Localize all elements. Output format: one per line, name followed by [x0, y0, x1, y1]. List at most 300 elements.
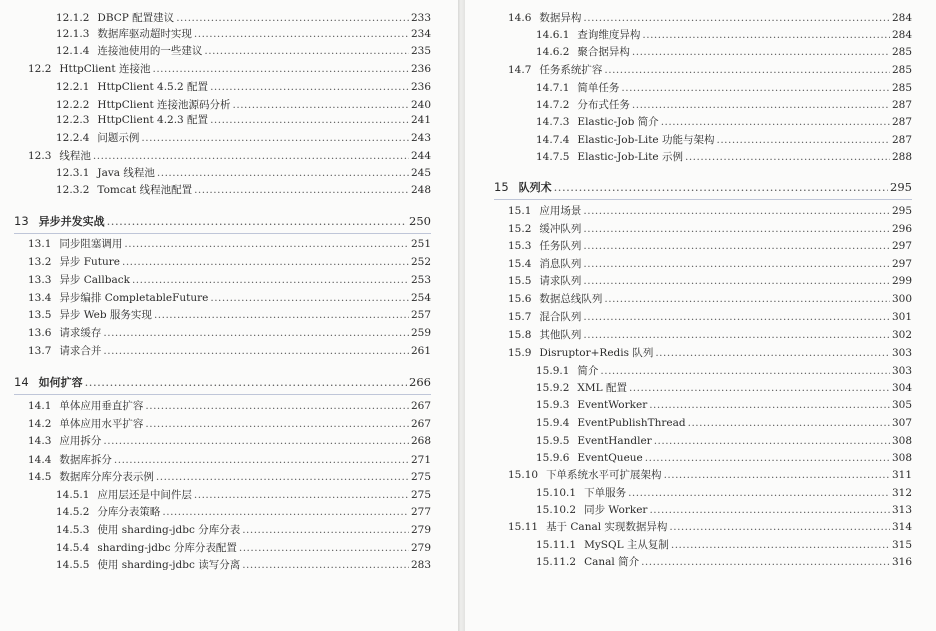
toc-title: 数据异构 [539, 12, 582, 24]
toc-title: 基于 Canal 实现数据异构 [546, 521, 668, 533]
toc-title: 单体应用垂直扩容 [59, 400, 144, 412]
dot-leader [124, 237, 409, 251]
toc-number: 12.3.2 [56, 184, 90, 196]
toc-title: 简单任务 [577, 82, 620, 94]
toc-page-number: 268 [410, 435, 431, 447]
toc-title: Elastic-Job-Lite 功能与架构 [577, 134, 715, 146]
toc-page-number: 287 [891, 134, 912, 146]
toc-page-number: 275 [410, 489, 431, 501]
toc-number: 13 [14, 214, 29, 228]
dot-leader [242, 523, 409, 537]
toc-chapter-13 [14, 214, 431, 229]
toc-entry-15-9-5 [536, 434, 912, 448]
toc-title: 请求合并 [59, 345, 102, 357]
dot-leader [632, 45, 890, 59]
toc-entry-15-10 [508, 468, 912, 482]
toc-number: 12.3.1 [56, 167, 90, 179]
toc-entry-14-5-2 [56, 505, 431, 519]
toc-number: 12.2.2 [56, 99, 90, 111]
toc-entry-15-3 [508, 239, 912, 253]
toc-title: 连接池使用的一些建议 [97, 45, 203, 57]
toc-title: 问题示例 [97, 132, 140, 144]
toc-title: Elastic-Job-Lite 示例 [577, 151, 683, 163]
dot-leader [114, 453, 409, 467]
dot-leader [685, 150, 890, 164]
toc-number: 14.7 [508, 64, 532, 76]
toc-page-number: 244 [410, 150, 431, 162]
toc-title: HttpClient 4.2.3 配置 [97, 114, 209, 126]
dot-leader [649, 398, 890, 412]
toc-page-number: 314 [891, 521, 912, 533]
toc-entry-15-11-2 [536, 555, 912, 569]
toc-title: 下单系统水平可扩展架构 [546, 469, 662, 481]
dot-leader [194, 488, 409, 502]
toc-number: 15.4 [508, 258, 532, 270]
toc-number: 15.9.2 [536, 382, 570, 394]
dot-leader [600, 364, 890, 378]
toc-entry-14-7-3 [536, 115, 912, 129]
toc-title: 队列术 [518, 181, 552, 194]
toc-number: 12.2.3 [56, 114, 90, 126]
dot-leader [645, 451, 890, 465]
dot-leader [210, 291, 409, 305]
toc-number: 14.6.2 [536, 46, 570, 58]
toc-entry-14-6-1 [536, 28, 912, 42]
toc-entry-12-1-2 [56, 11, 431, 25]
toc-number: 14.3 [28, 435, 52, 447]
toc-entry-15-8 [508, 328, 912, 342]
toc-title: 单体应用水平扩容 [59, 418, 144, 430]
toc-title: 使用 sharding-jdbc 分库分表 [97, 524, 241, 536]
toc-title: DBCP 配置建议 [97, 12, 175, 24]
toc-entry-14-6 [508, 11, 912, 25]
toc-page-number: 266 [409, 375, 431, 389]
toc-page-number: 307 [891, 417, 912, 429]
toc-page-number: 261 [410, 345, 431, 357]
toc-number: 12.1.3 [56, 28, 90, 40]
toc-page-number: 308 [891, 435, 912, 447]
toc-entry-14-6-2 [536, 45, 912, 59]
toc-number: 15.10 [508, 469, 539, 481]
toc-page-number: 295 [890, 180, 912, 194]
toc-page-number: 277 [410, 506, 431, 518]
toc-page-number: 236 [410, 81, 431, 93]
toc-number: 15.11 [508, 521, 539, 533]
toc-number: 14.5.5 [56, 559, 90, 571]
toc-title: 异步 Future [59, 256, 120, 268]
toc-page-number: 301 [891, 311, 912, 323]
toc-page-number: 312 [891, 487, 912, 499]
toc-entry-12-1-4 [56, 44, 431, 58]
dot-leader [671, 538, 890, 552]
toc-page-number: 284 [891, 29, 912, 41]
toc-title: EventHandler [577, 435, 652, 447]
toc-page-number: 296 [891, 223, 912, 235]
dot-leader [107, 214, 407, 228]
dot-leader [242, 558, 409, 572]
toc-title: Disruptor+Redis 队列 [539, 347, 654, 359]
toc-number: 12.2 [28, 63, 52, 75]
toc-number: 13.7 [28, 345, 52, 357]
toc-number: 14.5.3 [56, 524, 90, 536]
dot-leader [654, 434, 890, 448]
toc-entry-14-4 [28, 453, 431, 467]
dot-leader [642, 28, 890, 42]
toc-entry-15-9 [508, 346, 912, 360]
toc-page-number: 315 [891, 539, 912, 551]
toc-number: 14.6.1 [536, 29, 570, 41]
dot-leader [156, 470, 409, 484]
dot-leader [194, 183, 409, 197]
toc-number: 15.1 [508, 205, 532, 217]
toc-page-number: 295 [891, 205, 912, 217]
dot-leader [583, 11, 890, 25]
toc-title: 应用拆分 [59, 435, 102, 447]
dot-leader [239, 541, 409, 555]
toc-number: 13.5 [28, 309, 52, 321]
toc-entry-12-2-3 [56, 113, 431, 127]
toc-page-number: 302 [891, 329, 912, 341]
toc-title: 异步 Callback [59, 274, 130, 286]
toc-page-number: 234 [410, 28, 431, 40]
toc-entry-12-3-2 [56, 183, 431, 197]
toc-number: 15.5 [508, 275, 532, 287]
dot-leader [103, 344, 409, 358]
toc-page-number: 254 [410, 292, 431, 304]
toc-page-number: 303 [891, 347, 912, 359]
toc-entry-15-5 [508, 274, 912, 288]
toc-number: 14.5.1 [56, 489, 90, 501]
toc-page-number: 267 [410, 400, 431, 412]
toc-page-number: 248 [410, 184, 431, 196]
toc-entry-15-9-6 [536, 451, 912, 465]
toc-page-number: 233 [410, 12, 431, 24]
dot-leader [649, 503, 890, 517]
toc-number: 14.4 [28, 454, 52, 466]
toc-title: 任务系统扩容 [539, 64, 603, 76]
toc-chapter-15 [494, 180, 912, 195]
dot-leader [583, 239, 890, 253]
toc-title: 其他队列 [539, 329, 582, 341]
dot-leader [583, 274, 890, 288]
toc-title: 异步 Web 服务实现 [59, 309, 152, 321]
dot-leader [132, 273, 409, 287]
toc-number: 14.5.2 [56, 506, 90, 518]
toc-title: 同步 Worker [584, 504, 648, 516]
toc-title: EventPublishThread [577, 417, 686, 429]
toc-number: 14.2 [28, 418, 52, 430]
toc-title: 数据库拆分 [59, 454, 112, 466]
toc-title: 应用层还是中间件层 [97, 489, 192, 501]
toc-entry-15-11 [508, 520, 912, 534]
toc-title: 使用 sharding-jdbc 读写分离 [97, 559, 241, 571]
toc-number: 13.6 [28, 327, 52, 339]
toc-entry-14-7-4 [536, 133, 912, 147]
toc-entry-14-7 [508, 63, 912, 77]
toc-page-number: 287 [891, 99, 912, 111]
toc-title: 缓冲队列 [539, 223, 582, 235]
dot-leader [204, 44, 409, 58]
toc-title: 消息队列 [539, 258, 582, 270]
dot-leader [655, 346, 890, 360]
chapter-rule [14, 394, 431, 395]
dot-leader [669, 520, 890, 534]
toc-number: 15.10.1 [536, 487, 577, 499]
toc-entry-12-2-4 [56, 131, 431, 145]
toc-page-number: 241 [410, 114, 431, 126]
dot-leader [641, 555, 890, 569]
toc-page-number: 245 [410, 167, 431, 179]
toc-number: 15.7 [508, 311, 532, 323]
toc-number: 15.9.3 [536, 399, 570, 411]
toc-number: 15.9.1 [536, 365, 570, 377]
toc-entry-15-2 [508, 222, 912, 236]
dot-leader [583, 310, 890, 324]
toc-title: 查询维度异构 [577, 29, 641, 41]
toc-title: 应用场景 [539, 205, 582, 217]
dot-leader [154, 308, 409, 322]
toc-title: 分布式任务 [577, 99, 630, 111]
dot-leader [554, 180, 888, 194]
toc-number: 15.2 [508, 223, 532, 235]
toc-title: 分库分表策略 [97, 506, 161, 518]
toc-page-number: 285 [891, 82, 912, 94]
toc-page-number: 303 [891, 365, 912, 377]
toc-entry-15-6 [508, 292, 912, 306]
toc-title: 线程池 [59, 150, 91, 162]
dot-leader [583, 328, 890, 342]
toc-title: HttpClient 4.5.2 配置 [97, 81, 209, 93]
toc-number: 14.5.4 [56, 542, 90, 554]
toc-entry-14-7-1 [536, 81, 912, 95]
toc-title: EventQueue [577, 452, 643, 464]
toc-number: 15.10.2 [536, 504, 577, 516]
toc-entry-12-2-2 [56, 98, 431, 112]
dot-leader [103, 326, 409, 340]
toc-number: 12.3 [28, 150, 52, 162]
toc-title: MySQL 主从复制 [584, 539, 669, 551]
toc-title: HttpClient 连接池 [59, 63, 151, 75]
toc-number: 15.9.6 [536, 452, 570, 464]
toc-page-number: 297 [891, 240, 912, 252]
toc-entry-12-3 [28, 149, 431, 163]
toc-number: 15.9 [508, 347, 532, 359]
toc-entry-15-4 [508, 257, 912, 271]
toc-entry-13-6 [28, 326, 431, 340]
toc-page-number: 243 [410, 132, 431, 144]
toc-page-number: 299 [891, 275, 912, 287]
toc-number: 14 [14, 375, 29, 389]
dot-leader [688, 416, 890, 430]
toc-number: 12.2.4 [56, 132, 90, 144]
toc-page-number: 240 [410, 99, 431, 111]
toc-page-number: 304 [891, 382, 912, 394]
toc-page-number: 251 [410, 238, 431, 250]
toc-number: 15.11.1 [536, 539, 577, 551]
dot-leader [717, 133, 890, 147]
toc-number: 15 [494, 180, 509, 194]
toc-page-number: 284 [891, 12, 912, 24]
toc-page-number: 257 [410, 309, 431, 321]
toc-number: 15.9.4 [536, 417, 570, 429]
toc-entry-14-7-5 [536, 150, 912, 164]
toc-title: 如何扩容 [38, 376, 83, 389]
toc-entry-14-5 [28, 470, 431, 484]
toc-entry-15-9-4 [536, 416, 912, 430]
toc-page-number: 311 [891, 469, 912, 481]
toc-page-number: 297 [891, 258, 912, 270]
toc-page-number: 279 [410, 542, 431, 554]
dot-leader [194, 27, 409, 41]
toc-number: 15.8 [508, 329, 532, 341]
toc-page-number: 285 [891, 64, 912, 76]
toc-title: 任务队列 [539, 240, 582, 252]
toc-title: 请求缓存 [59, 327, 102, 339]
toc-title: 聚合据异构 [577, 46, 630, 58]
dot-leader [210, 80, 409, 94]
toc-title: 下单服务 [584, 487, 627, 499]
toc-entry-13-4 [28, 291, 431, 305]
toc-page-number: 313 [891, 504, 912, 516]
toc-page-number: 250 [409, 214, 431, 228]
dot-leader [157, 166, 409, 180]
toc-page-number: 287 [891, 116, 912, 128]
toc-title: 数据库驱动超时实现 [97, 28, 192, 40]
toc-title: Canal 简介 [584, 556, 640, 568]
dot-leader [604, 63, 890, 77]
toc-title: 同步阻塞调用 [59, 238, 123, 250]
dot-leader [583, 257, 890, 271]
toc-title: 混合队列 [539, 311, 582, 323]
toc-title: EventWorker [577, 399, 648, 411]
toc-entry-12-1-3 [56, 27, 431, 41]
toc-number: 13.2 [28, 256, 52, 268]
toc-entry-15-7 [508, 310, 912, 324]
toc-chapter-14 [14, 375, 431, 390]
dot-leader [661, 115, 890, 129]
toc-title: 请求队列 [539, 275, 582, 287]
toc-title: 异步编排 CompletableFuture [59, 292, 209, 304]
toc-entry-12-2-1 [56, 80, 431, 94]
toc-entry-15-9-1 [536, 364, 912, 378]
toc-entry-14-2 [28, 417, 431, 431]
chapter-rule [14, 233, 431, 234]
dot-leader [153, 62, 409, 76]
toc-title: Java 线程池 [97, 167, 155, 179]
toc-entry-15-9-2 [536, 381, 912, 395]
toc-entry-14-1 [28, 399, 431, 413]
toc-page-number: 279 [410, 524, 431, 536]
dot-leader [628, 486, 890, 500]
toc-entry-13-7 [28, 344, 431, 358]
toc-entry-12-2 [28, 62, 431, 76]
toc-entry-15-11-1 [536, 538, 912, 552]
toc-number: 12.2.1 [56, 81, 90, 93]
dot-leader [141, 131, 409, 145]
toc-number: 15.3 [508, 240, 532, 252]
toc-entry-13-2 [28, 255, 431, 269]
toc-entry-14-5-4 [56, 541, 431, 555]
toc-page-number: 300 [891, 293, 912, 305]
toc-number: 15.9.5 [536, 435, 570, 447]
toc-title: 数据总线队列 [539, 293, 603, 305]
dot-leader [583, 222, 890, 236]
toc-number: 13.3 [28, 274, 52, 286]
dot-leader [621, 81, 890, 95]
dot-leader [604, 292, 890, 306]
toc-title: XML 配置 [577, 382, 627, 394]
toc-entry-13-5 [28, 308, 431, 322]
chapter-rule [494, 199, 912, 200]
toc-title: 简介 [577, 365, 599, 377]
dot-leader [145, 417, 409, 431]
toc-entry-14-5-5 [56, 558, 431, 572]
toc-page-number: 285 [891, 46, 912, 58]
toc-number: 13.1 [28, 238, 52, 250]
toc-page-number: 259 [410, 327, 431, 339]
toc-page-number: 308 [891, 452, 912, 464]
toc-number: 14.5 [28, 471, 52, 483]
toc-entry-13-1 [28, 237, 431, 251]
book-gutter [458, 0, 465, 631]
dot-leader [176, 11, 409, 25]
toc-page-number: 316 [891, 556, 912, 568]
toc-title: 异步并发实战 [38, 215, 105, 228]
dot-leader [145, 399, 409, 413]
toc-title: 数据库分库分表示例 [59, 471, 154, 483]
toc-page-number: 271 [410, 454, 431, 466]
toc-number: 12.1.2 [56, 12, 90, 24]
dot-leader [162, 505, 409, 519]
toc-title: Tomcat 线程池配置 [97, 184, 193, 196]
dot-leader [233, 98, 409, 112]
toc-entry-14-7-2 [536, 98, 912, 112]
toc-number: 14.7.5 [536, 151, 570, 163]
toc-title: HttpClient 连接池源码分析 [97, 99, 231, 111]
dot-leader [210, 113, 409, 127]
toc-page-number: 253 [410, 274, 431, 286]
toc-page-number: 235 [410, 45, 431, 57]
dot-leader [122, 255, 409, 269]
toc-number: 15.6 [508, 293, 532, 305]
toc-number: 14.7.2 [536, 99, 570, 111]
toc-number: 14.7.1 [536, 82, 570, 94]
toc-entry-15-9-3 [536, 398, 912, 412]
toc-entry-14-5-1 [56, 488, 431, 502]
toc-title: Elastic-Job 简介 [577, 116, 659, 128]
toc-page-number: 267 [410, 418, 431, 430]
dot-leader [103, 434, 409, 448]
toc-page-number: 283 [410, 559, 431, 571]
toc-page-number: 252 [410, 256, 431, 268]
toc-number: 13.4 [28, 292, 52, 304]
toc-page-number: 236 [410, 63, 431, 75]
dot-leader [93, 149, 409, 163]
toc-number: 14.1 [28, 400, 52, 412]
toc-page-number: 288 [891, 151, 912, 163]
toc-title: sharding-jdbc 分库分表配置 [97, 542, 237, 554]
toc-entry-14-3 [28, 434, 431, 448]
toc-entry-12-3-1 [56, 166, 431, 180]
toc-entry-15-10-2 [536, 503, 912, 517]
toc-number: 12.1.4 [56, 45, 90, 57]
toc-number: 14.6 [508, 12, 532, 24]
toc-entry-15-10-1 [536, 486, 912, 500]
toc-page-number: 275 [410, 471, 431, 483]
dot-leader [85, 375, 407, 389]
toc-number: 14.7.4 [536, 134, 570, 146]
toc-number: 15.11.2 [536, 556, 577, 568]
